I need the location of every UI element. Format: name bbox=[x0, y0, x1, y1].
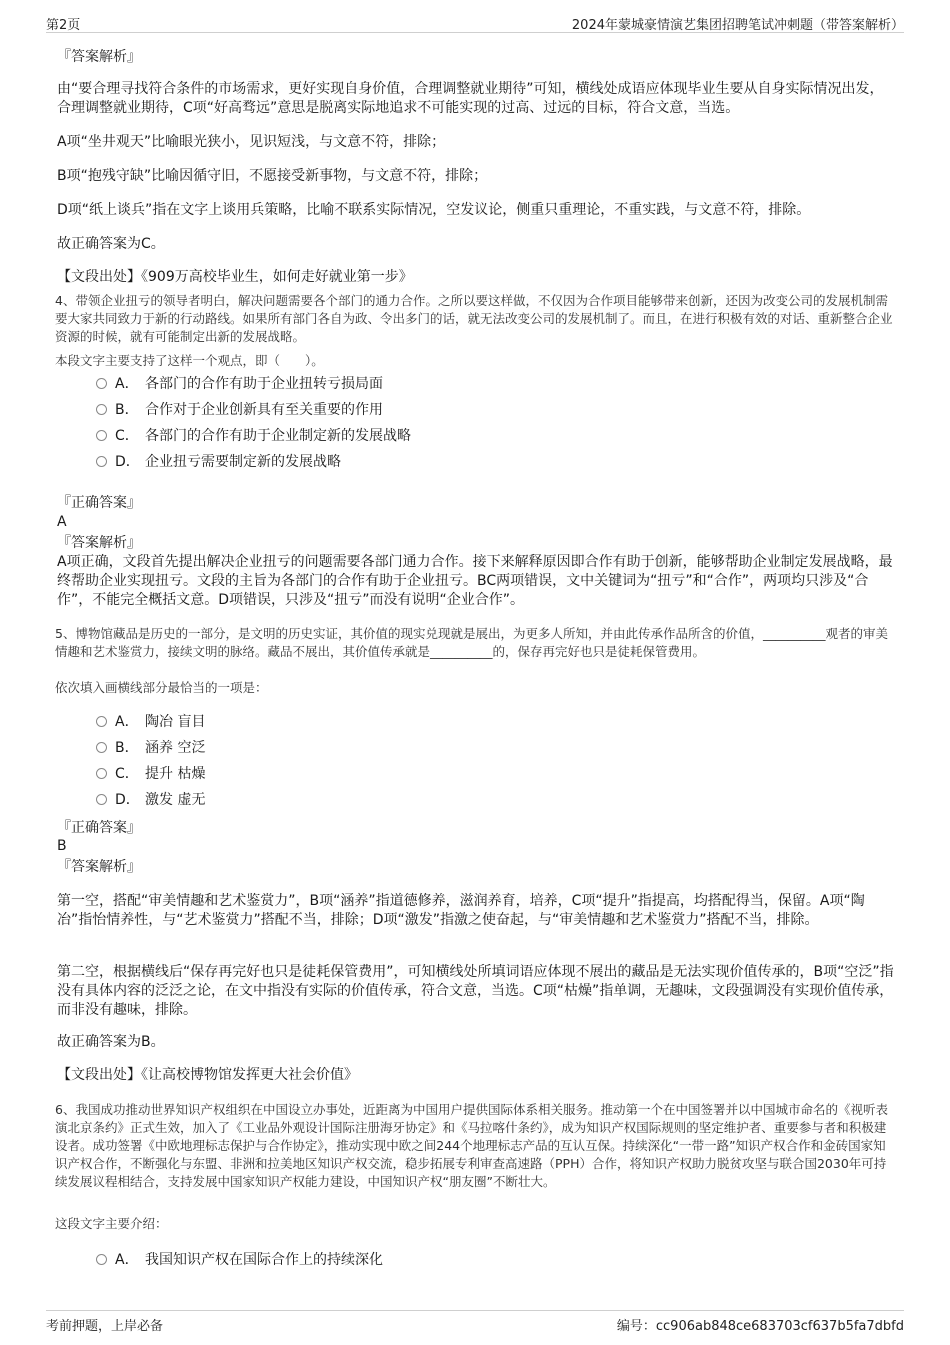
radio-icon[interactable] bbox=[96, 742, 107, 753]
q5-conclusion: 故正确答案为B。 bbox=[57, 1034, 165, 1050]
document-code: 编号：cc906ab848ce683703cf637b5fa7dbfd bbox=[616, 1319, 904, 1334]
page-footer bbox=[46, 1310, 904, 1333]
q5-answer: B bbox=[57, 838, 67, 854]
q5-analysis-label: 『答案解析』 bbox=[57, 859, 141, 875]
q5-option-b[interactable]: B． 涵养 空泛 bbox=[96, 738, 205, 758]
q4-option-b[interactable]: B． 合作对于企业创新具有至关重要的作用 bbox=[96, 400, 383, 420]
q4-option-d[interactable]: D． 企业扭亏需要制定新的发展战略 bbox=[96, 452, 341, 472]
q5-option-c[interactable]: C． 提升 枯燥 bbox=[96, 764, 205, 784]
q6-question: 这段文字主要介绍： bbox=[55, 1216, 168, 1231]
q4-option-c[interactable]: C． 各部门的合作有助于企业制定新的发展战略 bbox=[96, 426, 411, 446]
footer-slogan: 考前押题，上岸必备 bbox=[46, 1319, 164, 1334]
q4-analysis: A项正确，文段首先提出解决企业扭亏的问题需要各部门通力合作。接下来解释原因即合作有助于创新，能够帮助企业制定发展战略，最终帮助企业实现扭亏。文段的主旨为各部门的合作有助于企业扭亏。BC两项错误，文中关键词为“扭亏”和“合作”，两项均只涉及“合作”，不能完全概括文意。D项错误，只涉及“扭亏”而没有说明“企业合作”。 bbox=[57, 554, 893, 608]
q3-analysis-p1: 由“要合理寻找符合条件的市场需求，更好实现自身价值，合理调整就业期待”可知，横线处成语应体现毕业生要从自身实际情况出发，合理调整就业期待，C项“好高骛远”意思是脱离实际地追求不可能实现的过高、过远的目标，符合文意，当选。 bbox=[57, 81, 884, 116]
page-header bbox=[46, 12, 904, 33]
q5-blank-2: __________ bbox=[430, 644, 493, 659]
radio-icon[interactable] bbox=[96, 768, 107, 779]
q3-analysis-label: 『答案解析』 bbox=[57, 49, 141, 65]
q4-answer: A bbox=[57, 514, 67, 530]
q6-option-a[interactable]: A． 我国知识产权在国际合作上的持续深化 bbox=[96, 1250, 383, 1270]
q4-answer-label: 『正确答案』 bbox=[57, 495, 141, 511]
q3-analysis-option-a: A项“坐井观天”比喻眼光狭小，见识短浅，与文意不符，排除； bbox=[57, 134, 446, 150]
q5-stem: 5、博物馆藏品是历史的一部分，是文明的历史实证，其价值的现实兑现就是展出，为更多人所知，并由此传承作品所含的价值，__________观者的审美情趣和艺术鉴赏力，接续文明的脉络。藏品不展出，其价值传承就是__________的，保存再完好也只是徒耗保管费用。 bbox=[55, 626, 888, 659]
q3-source: 【文段出处】《909万高校毕业生，如何走好就业第一步》 bbox=[57, 269, 413, 285]
radio-icon[interactable] bbox=[96, 430, 107, 441]
q4-analysis-label: 『答案解析』 bbox=[57, 535, 141, 551]
q5-analysis-p1: 第一空，搭配“审美情趣和艺术鉴赏力”，B项“涵养”指道德修养，滋润养育，培养，C项“提升”指提高，均搭配得当，保留。A项“陶冶”指怡情养性，与“艺术鉴赏力”搭配不当，排除；D项“激发”指激之使奋起，与“审美情趣和艺术鉴赏力”搭配不当，排除。 bbox=[57, 893, 865, 928]
document-title: 2024年蒙城豪情演艺集团招聘笔试冲刺题（带答案解析） bbox=[571, 18, 904, 33]
q3-analysis-option-b: B项“抱残守缺”比喻因循守旧，不愿接受新事物，与文意不符，排除； bbox=[57, 168, 488, 184]
q5-question: 依次填入画横线部分最恰当的一项是： bbox=[55, 680, 268, 695]
q6-stem: 6、我国成功推动世界知识产权组织在中国设立办事处，近距离为中国用户提供国际体系相关服务。推动第一个在中国签署并以中国城市命名的《视听表演北京条约》正式生效，加入了《工业品外观设计国际注册海牙协定》和《马拉喀什条约》，成为知识产权国际规则的坚定维护者、重要参与者和积极建设者。成功签署《中欧地理标志保护与合作协定》，推动实现中欧之间244个地理标志产品的互认互保。持续深化“一带一路”知识产权合作和金砖国家知识产权合作，不断强化与东盟、非洲和拉美地区知识产权交流，稳步拓展专利审查高速路（PPH）合作，将知识产权助力脱贫攻坚与联合国2030年可持续发展议程相结合，支持发展中国家知识产权能力建设，中国知识产权“朋友圈”不断壮大。 bbox=[55, 1102, 888, 1189]
radio-icon[interactable] bbox=[96, 456, 107, 467]
q4-question: 本段文字主要支持了这样一个观点，即（ ）。 bbox=[55, 353, 324, 368]
q5-answer-label: 『正确答案』 bbox=[57, 820, 141, 836]
q4-option-a[interactable]: A． 各部门的合作有助于企业扭转亏损局面 bbox=[96, 374, 383, 394]
radio-icon[interactable] bbox=[96, 378, 107, 389]
radio-icon[interactable] bbox=[96, 794, 107, 805]
q4-stem: 4、带领企业扭亏的领导者明白，解决问题需要各个部门的通力合作。之所以要这样做，不仅因为合作项目能够带来创新，还因为改变公司的发展机制需要大家共同致力于新的行动路线。如果所有部门各自为政、令出多门的话，就无法改变公司的发展机制了。而且，在进行积极有效的对话、重新整合企业资源的时候，就有可能制定出新的发展战略。 bbox=[55, 293, 893, 344]
page-number: 第2页 bbox=[46, 18, 81, 33]
radio-icon[interactable] bbox=[96, 404, 107, 415]
q5-blank-1: __________ bbox=[762, 626, 826, 641]
radio-icon[interactable] bbox=[96, 1254, 107, 1265]
q5-option-d[interactable]: D． 激发 虚无 bbox=[96, 790, 205, 810]
q5-source: 【文段出处】《让高校博物馆发挥更大社会价值》 bbox=[57, 1067, 358, 1083]
q3-analysis-option-d: D项“纸上谈兵”指在文字上谈用兵策略，比喻不联系实际情况，空发议论，侧重只重理论，不重实践，与文意不符，排除。 bbox=[57, 202, 811, 218]
q3-conclusion: 故正确答案为C。 bbox=[57, 236, 165, 252]
q5-analysis-p2: 第二空，根据横线后“保存再完好也只是徒耗保管费用”，可知横线处所填词语应体现不展出的藏品是无法实现价值传承的，B项“空泛”指没有具体内容的泛泛之论，在文中指没有实际的价值传承，符合文意，当选。C项“枯燥”指单调，无趣味，文段强调没有实现价值传承，而非没有趣味，排除。 bbox=[57, 964, 894, 1018]
radio-icon[interactable] bbox=[96, 716, 107, 727]
q5-option-a[interactable]: A． 陶冶 盲目 bbox=[96, 712, 205, 732]
